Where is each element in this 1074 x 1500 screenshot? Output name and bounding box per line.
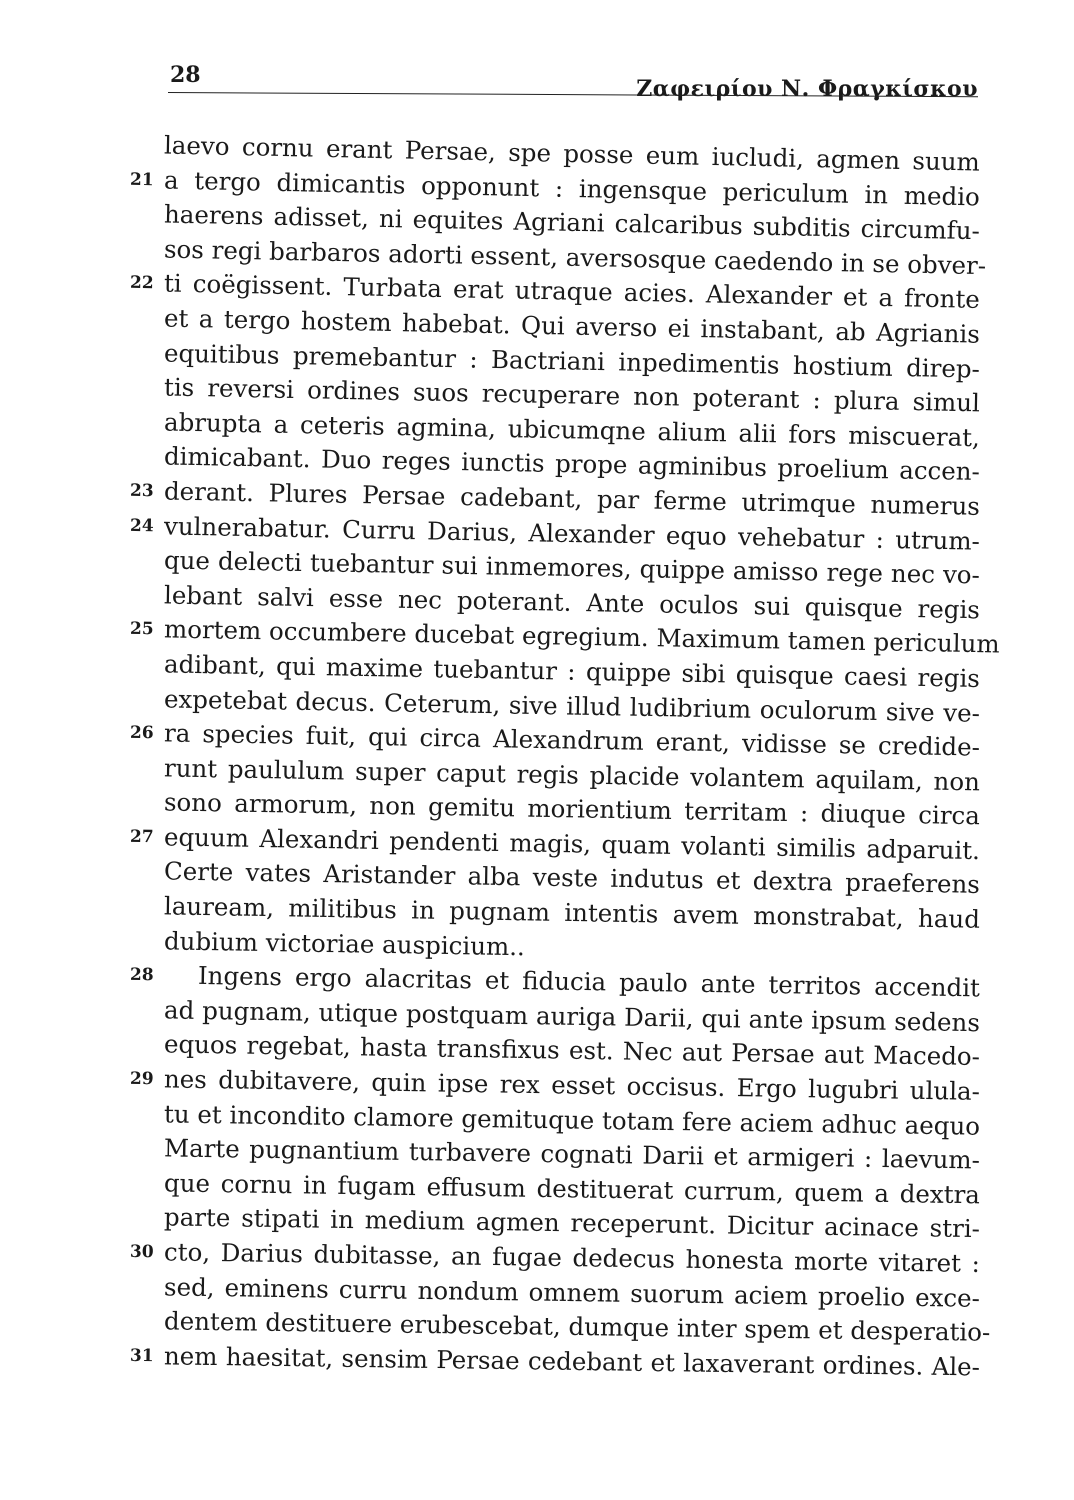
line-text: lebant salvi esse nec poterant. Ante oculos sui quisque regis <box>163 580 981 625</box>
margin-line-number: 28 <box>129 965 154 986</box>
margin-line-number: 29 <box>129 1068 154 1090</box>
line-text: equos regebat, hasta transfixus est. Nec aut Persae aut Macedo- <box>163 1029 981 1072</box>
line-text: nem haesitat, sensim Persae cedebant et laxaverant ordines. Ale- <box>163 1341 981 1382</box>
line-text: Certe vates Aristander alba veste indutus et dextra praeferens <box>163 856 981 900</box>
line-text: et a tergo hostem habebat. Qui averso ei instabant, ab Agrianis <box>163 303 981 349</box>
line-text: sono armorum, non gemitu morientium territam : diuque circa <box>163 787 981 831</box>
line-text: parte stipati in medium agmen receperunt. Dicitur acinace stri- <box>163 1202 981 1244</box>
margin-line-number: 26 <box>129 722 154 744</box>
margin-line-number: 25 <box>129 619 154 640</box>
line-text: equum Alexandri pendenti magis, quam volanti similis adparuit. <box>163 822 981 865</box>
margin-line-number: 30 <box>129 1241 154 1263</box>
body-text <box>129 128 1000 1382</box>
line-text: dubium victoriae auspicium.. <box>163 926 526 961</box>
line-text: ra species fuit, qui circa Alexandrum erant, vidisse se credide- <box>163 718 981 762</box>
line-text: cto, Darius dubitasse, an fugae dedecus honesta morte vitaret : <box>163 1237 981 1278</box>
line-text: derant. Plures Persae cadebant, par ferme utrimque numerus <box>163 476 981 521</box>
margin-line-number: 22 <box>129 273 154 294</box>
page-number: 28 <box>170 62 201 88</box>
line-text: mortem occumbere ducebat egregium. Maximum tamen periculum <box>163 614 1000 659</box>
line-text: abrupta a ceteris agmina, ubicumqne alium alii fors miscuerat, <box>163 407 981 452</box>
margin-line-number: 27 <box>129 826 154 848</box>
line-text: laevo cornu erant Persae, spe posse eum iucludi, agmen suum <box>163 130 981 177</box>
line-text: sos regi barbaros adorti essent, aversosque caedendo in se obver- <box>163 234 987 280</box>
line-text: equitibus premebantur : Bactriani inpedimentis hostium direp- <box>163 338 981 384</box>
line-text: tis reversi ordines suos recuperare non poterant : plura simul <box>163 372 981 418</box>
running-head: Ζαφειρίου Ν. Φραγκίσκου <box>636 76 978 102</box>
line-text: lauream, militibus in pugnam intentis avem monstrabat, haud <box>163 891 981 934</box>
line-text: ad pugnam, utique postquam auriga Darii, qui ante ipsum sedens <box>163 995 981 1038</box>
line-text: haerens adisset, ni equites Agriani calcaribus subditis circumfu- <box>163 199 981 246</box>
line-text: ti coëgissent. Turbata erat utraque acies. Alexander et a fronte <box>163 268 981 315</box>
line-text: que delecti tuebantur sui inmemores, quippe amisso rege nec vo- <box>163 545 981 590</box>
line-text: nes dubitavere, quin ipse rex esset occisus. Ergo lugubri ulula- <box>163 1064 981 1106</box>
line-text: dimicabant. Duo reges iunctis prope agminibus proelium accen- <box>163 441 981 487</box>
line-text: Ingens ergo alacritas et fiducia paulo ante territos accendit <box>197 961 981 1003</box>
margin-line-number: 31 <box>129 1345 154 1366</box>
line-text: a tergo dimicantis opponunt : ingensque periculum in medio <box>163 165 981 212</box>
line-text: runt paululum super caput regis placide volantem aquilam, non <box>163 753 981 797</box>
margin-line-number: 23 <box>129 480 154 502</box>
line-text: sed, eminens curru nondum omnem suorum aciem proelio exce- <box>163 1271 981 1313</box>
line-text: Marte pugnantium turbavere cognati Darii et armigeri : laevum- <box>163 1133 981 1175</box>
line-text: que cornu in fugam effusum destituerat currum, quem a dextra <box>163 1168 981 1210</box>
margin-line-number: 21 <box>129 169 154 190</box>
line-text: expetebat decus. Ceterum, sive illud ludibrium oculorum sive ve- <box>163 683 981 728</box>
line-text: vulnerabatur. Curru Darius, Alexander equo vehebatur : utrum- <box>163 510 981 556</box>
line-text: adibant, qui maxime tuebantur : quippe sibi quisque caesi regis <box>163 649 981 693</box>
margin-line-number: 24 <box>129 515 154 536</box>
line-text: tu et incondito clamore gemituque totam fere aciem adhuc aequo <box>163 1098 981 1141</box>
line-text: dentem destituere erubescebat, dumque inter spem et desperatio- <box>163 1306 991 1347</box>
